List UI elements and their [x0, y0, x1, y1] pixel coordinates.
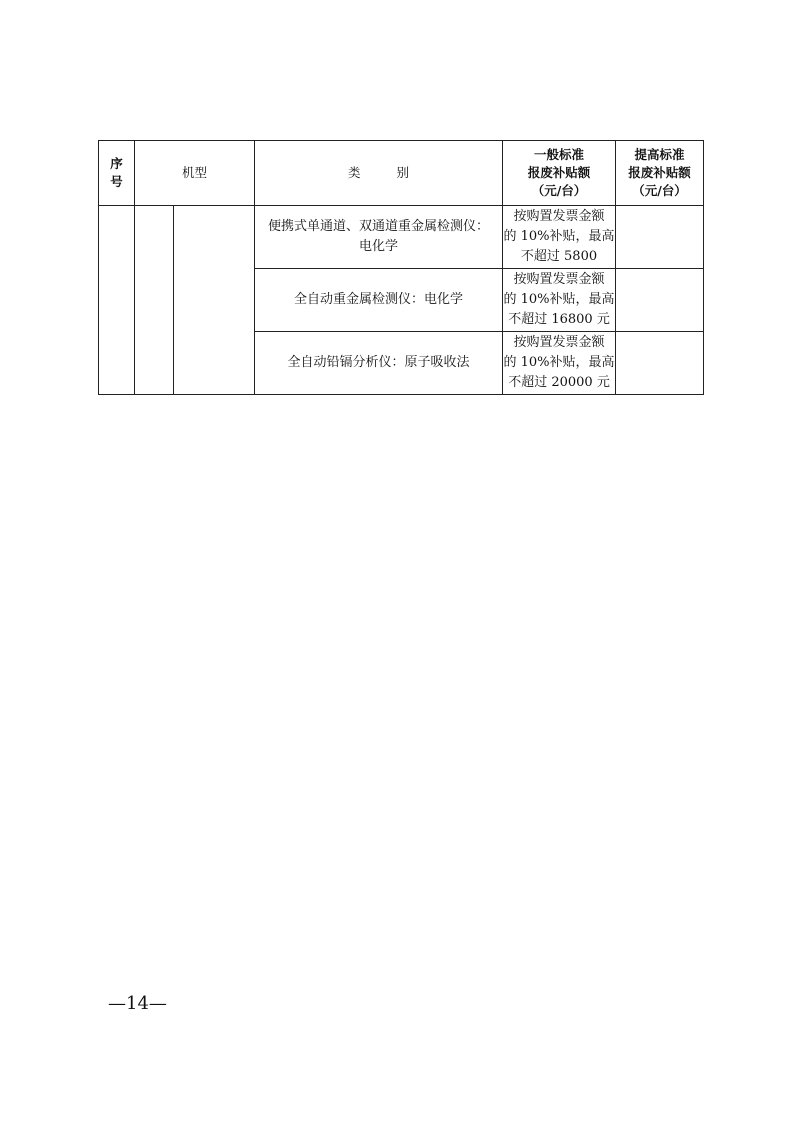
page-number: —14— [108, 993, 167, 1014]
seq-cell [99, 206, 135, 395]
table-row [99, 206, 704, 269]
general-subsidy-cell: 按购置发票金额 的 10%补贴，最高 不超过 5800 [503, 206, 616, 269]
header-category: 类 别 [255, 141, 503, 206]
raised-subsidy-cell [616, 332, 704, 395]
category-cell: 便携式单通道、双通道重金属检测仪： 电化学 [255, 206, 503, 269]
general-subsidy-cell: 按购置发票金额 的 10%补贴，最高 不超过 20000 元 [503, 332, 616, 395]
category-cell: 全自动重金属检测仪：电化学 [255, 269, 503, 332]
header-raised-subsidy: 提高标准 报废补贴额 （元/台） [616, 141, 704, 206]
model-cell [135, 206, 174, 395]
table-header-row [99, 141, 704, 206]
raised-subsidy-cell [616, 206, 704, 269]
subsidy-table [98, 140, 704, 395]
raised-subsidy-cell [616, 269, 704, 332]
category-cell: 全自动铅镉分析仪：原子吸收法 [255, 332, 503, 395]
model-sub-cell [174, 206, 255, 395]
header-general-subsidy: 一般标准 报废补贴额 （元/台） [503, 141, 616, 206]
general-subsidy-cell: 按购置发票金额 的 10%补贴，最高 不超过 16800 元 [503, 269, 616, 332]
header-model: 机型 [135, 141, 255, 206]
header-seq: 序 号 [99, 141, 135, 206]
